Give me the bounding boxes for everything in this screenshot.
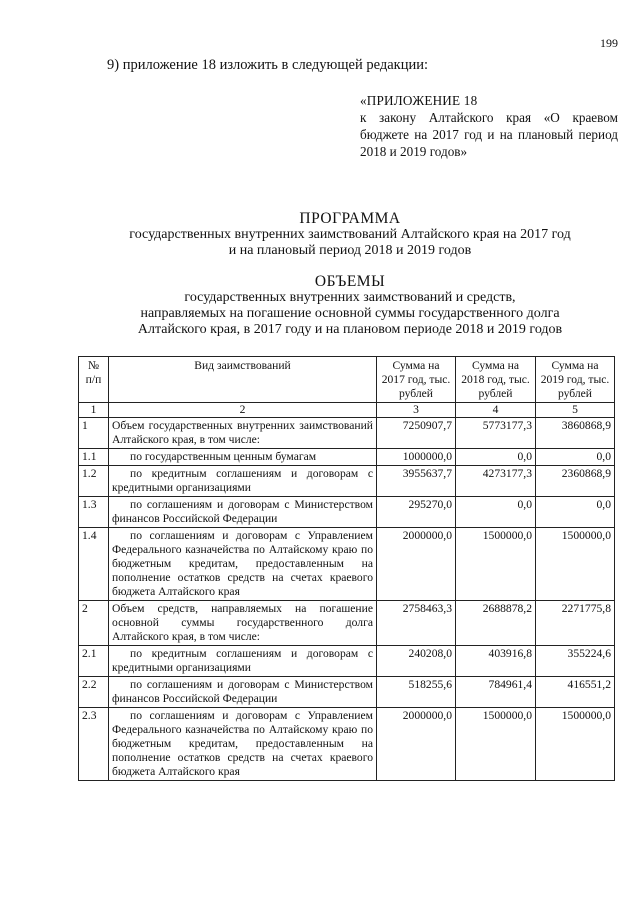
column-number: 5 xyxy=(536,403,615,418)
row-description: Объем средств, направляемых на погашение основной суммы государственного долга Алтайского края, в том числе: xyxy=(109,601,377,646)
row-value-2019: 2271775,8 xyxy=(536,601,615,646)
row-value-2017: 3955637,7 xyxy=(377,466,456,497)
row-code: 2.3 xyxy=(79,708,109,781)
row-value-2017: 2000000,0 xyxy=(377,708,456,781)
row-code: 1 xyxy=(79,418,109,449)
row-value-2017: 2000000,0 xyxy=(377,528,456,601)
program-title: ПРОГРАММА xyxy=(299,210,401,227)
appendix-block xyxy=(360,92,618,160)
program-subtitle-line-2: и на плановый период 2018 и 2019 годов xyxy=(228,243,472,258)
row-value-2018: 0,0 xyxy=(456,449,536,466)
row-description-text: по кредитным соглашениям и договорам с кредитными организациями xyxy=(112,647,373,674)
volumes-heading xyxy=(90,274,610,338)
header-borrowing-type: Вид заимствований xyxy=(109,357,377,403)
row-description xyxy=(109,528,377,601)
row-value-2017: 1000000,0 xyxy=(377,449,456,466)
row-description xyxy=(109,708,377,781)
table-row xyxy=(79,528,615,601)
row-value-2019: 355224,6 xyxy=(536,646,615,677)
table-row xyxy=(79,677,615,708)
row-value-2018: 2688878,2 xyxy=(456,601,536,646)
table-row xyxy=(79,449,615,466)
table-row xyxy=(79,646,615,677)
appendix-text: к закону Алтайского края «О краевом бюджете на 2017 год и на плановый период 2018 и 2019 годов» xyxy=(360,110,618,159)
column-number: 2 xyxy=(109,403,377,418)
page-number: 199 xyxy=(600,36,618,50)
row-description xyxy=(109,466,377,497)
row-code: 1.2 xyxy=(79,466,109,497)
header-sum-2018: Сумма на 2018 год, тыс. рублей xyxy=(456,357,536,403)
table-row xyxy=(79,708,615,781)
table-header-row xyxy=(79,357,615,403)
row-description-text: по соглашениям и договорам с Министерством финансов Российской Федерации xyxy=(112,498,373,525)
row-value-2017: 518255,6 xyxy=(377,677,456,708)
program-subtitle-line-1: государственных внутренних заимствований Алтайского края на 2017 год xyxy=(129,227,571,242)
row-value-2019: 2360868,9 xyxy=(536,466,615,497)
program-heading xyxy=(90,211,610,259)
row-description xyxy=(109,449,377,466)
table-row xyxy=(79,418,615,449)
row-description: Объем государственных внутренних заимствований Алтайского края, в том числе: xyxy=(109,418,377,449)
volumes-subtitle-line-2: направляемых на погашение основной суммы государственного долга xyxy=(140,306,560,321)
row-value-2018: 5773177,3 xyxy=(456,418,536,449)
row-value-2017: 240208,0 xyxy=(377,646,456,677)
row-code: 1.1 xyxy=(79,449,109,466)
volumes-subtitle-line-3: Алтайского края, в 2017 году и на плановом периоде 2018 и 2019 годов xyxy=(137,322,563,337)
borrowings-table xyxy=(78,356,615,781)
table-row xyxy=(79,497,615,528)
row-description-text: по кредитным соглашениям и договорам с кредитными организациями xyxy=(112,467,373,494)
row-value-2018: 784961,4 xyxy=(456,677,536,708)
row-code: 1.3 xyxy=(79,497,109,528)
column-number: 1 xyxy=(79,403,109,418)
column-number-row xyxy=(79,403,615,418)
row-value-2019: 0,0 xyxy=(536,449,615,466)
header-sum-2017: Сумма на 2017 год, тыс. рублей xyxy=(377,357,456,403)
row-code: 2 xyxy=(79,601,109,646)
row-value-2019: 416551,2 xyxy=(536,677,615,708)
row-value-2018: 1500000,0 xyxy=(456,708,536,781)
column-number: 3 xyxy=(377,403,456,418)
row-description xyxy=(109,497,377,528)
row-value-2019: 1500000,0 xyxy=(536,708,615,781)
row-code: 2.1 xyxy=(79,646,109,677)
column-number: 4 xyxy=(456,403,536,418)
row-code: 1.4 xyxy=(79,528,109,601)
volumes-title: ОБЪЕМЫ xyxy=(314,273,386,290)
row-description xyxy=(109,677,377,708)
header-number: № п/п xyxy=(79,357,109,403)
row-description-text: по государственным ценным бумагам xyxy=(130,450,317,463)
row-code: 2.2 xyxy=(79,677,109,708)
row-description-text: по соглашениям и договорам с Управлением Федерального казначейства по Алтайскому краю по бюджетным кредитам, предоставленным на пополнение остатков средств на счетах краевого бюджета Алтайского края xyxy=(112,709,373,778)
row-value-2019: 1500000,0 xyxy=(536,528,615,601)
header-sum-2019: Сумма на 2019 год, тыс. рублей xyxy=(536,357,615,403)
table-row xyxy=(79,601,615,646)
row-value-2018: 403916,8 xyxy=(456,646,536,677)
row-value-2019: 3860868,9 xyxy=(536,418,615,449)
row-value-2018: 1500000,0 xyxy=(456,528,536,601)
table-row xyxy=(79,466,615,497)
row-value-2017: 295270,0 xyxy=(377,497,456,528)
row-value-2017: 7250907,7 xyxy=(377,418,456,449)
row-description xyxy=(109,646,377,677)
appendix-title: «ПРИЛОЖЕНИЕ 18 xyxy=(360,93,478,108)
row-description-text: по соглашениям и договорам с Управлением Федерального казначейства по Алтайскому краю по бюджетным кредитам, предоставленным на пополнение остатков средств на счетах краевого бюджета Алтайского края xyxy=(112,529,373,598)
row-value-2017: 2758463,3 xyxy=(377,601,456,646)
row-value-2019: 0,0 xyxy=(536,497,615,528)
row-description-text: по соглашениям и договорам с Министерством финансов Российской Федерации xyxy=(112,678,373,705)
row-value-2018: 0,0 xyxy=(456,497,536,528)
intro-text: 9) приложение 18 изложить в следующей редакции: xyxy=(107,57,429,73)
row-value-2018: 4273177,3 xyxy=(456,466,536,497)
volumes-subtitle-line-1: государственных внутренних заимствований и средств, xyxy=(184,290,516,305)
